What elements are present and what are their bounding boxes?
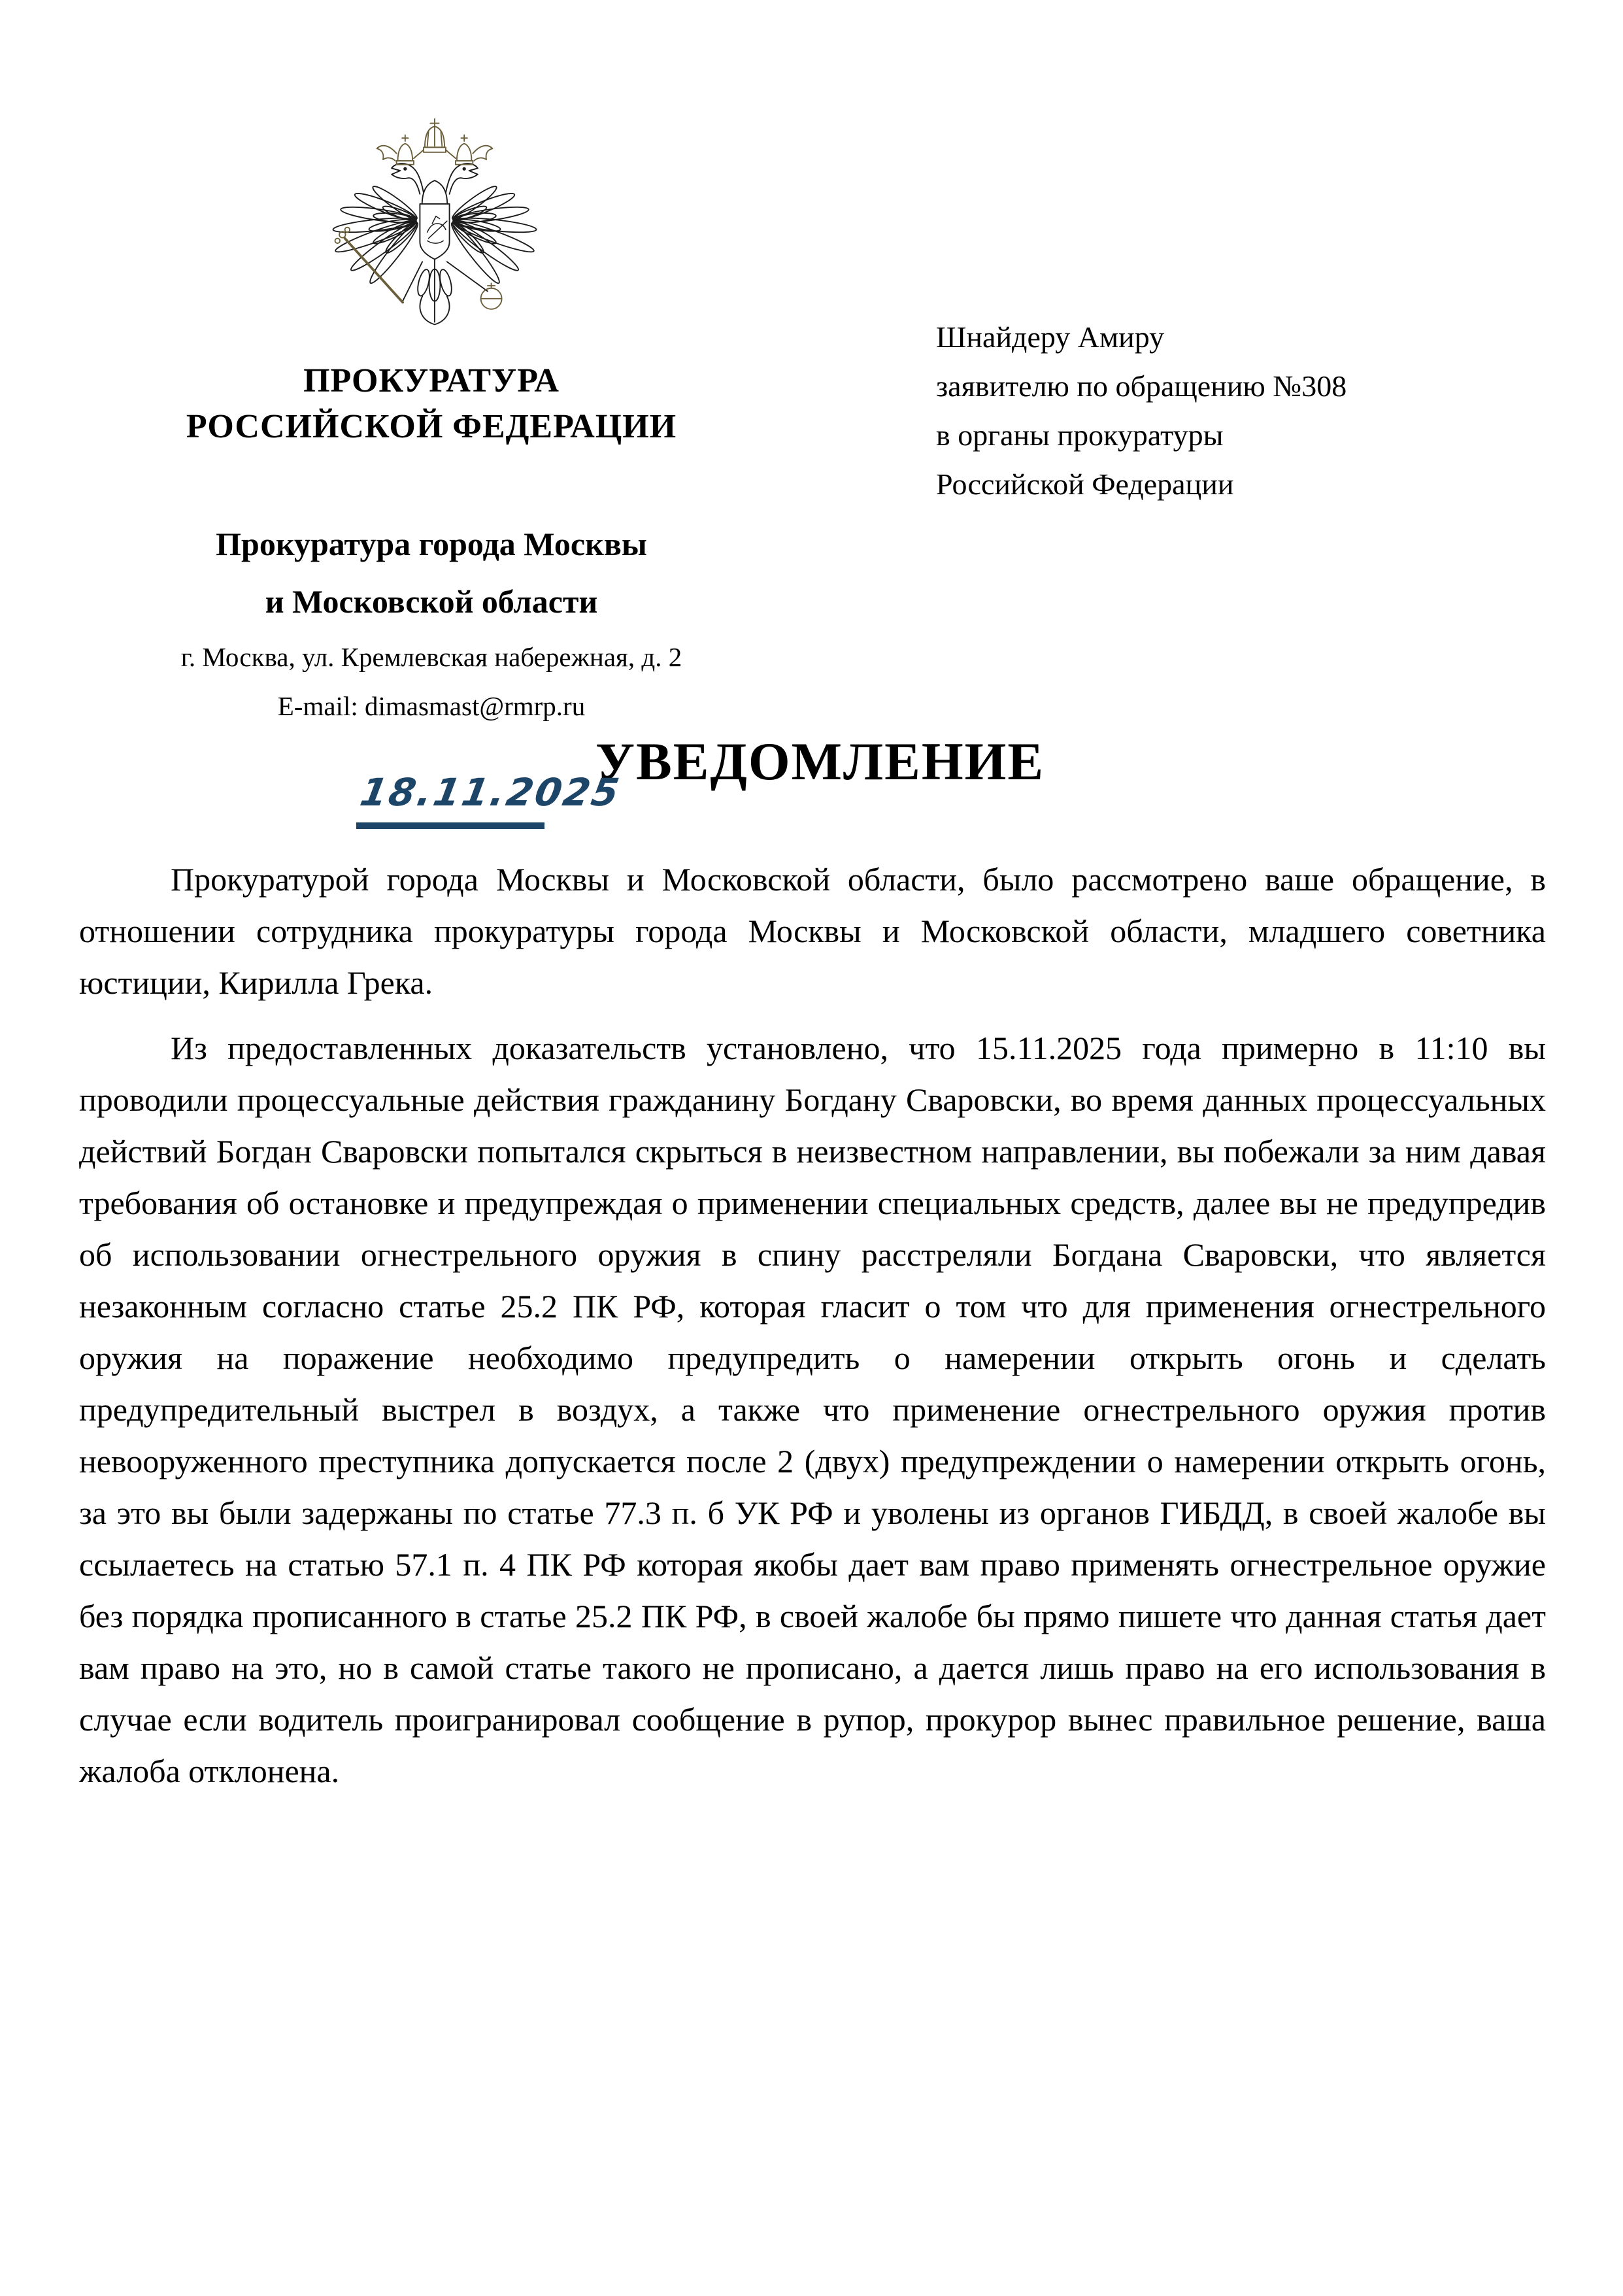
- recipient-block: [936, 312, 1564, 509]
- date-underline: [356, 822, 544, 829]
- russian-coat-of-arms-icon: [330, 97, 539, 350]
- department-name-line1: Прокуратура города Москвы: [216, 526, 647, 562]
- address-line: г. Москва, ул. Кремлевская набережная, д. 2: [180, 642, 682, 672]
- recipient-name: Шнайдеру Амиру: [936, 320, 1165, 354]
- org-name-line2: РОССИЙСКОЙ ФЕДЕРАЦИИ: [186, 408, 677, 445]
- org-name-line1: ПРОКУРАТУРА: [303, 362, 560, 399]
- recipient-line4: Российской Федерации: [936, 467, 1234, 501]
- contact-block: [78, 633, 784, 731]
- body-paragraph-2: Из предоставленных доказательств установлено, что 15.11.2025 года примерно в 11:10 вы проводили процессуальные действия гражданину Богдану Сваровски, во время данных процессуальных действий Богдан Сваровски попытался скрыться в неизвестном направлении, вы побежали за ним давая требования об остановке и предупреждая о применении специальных средств, далее вы не предупредив об использовании огнестрельного оружия в спину расстреляли Богдана Сваровски, что является незаконным согласно статье 25.2 ПК РФ, которая гласит о том что для применения огнестрельного оружия на поражение необходимо предупредить о намерении открыть огонь и сделать предупредительный выстрел в воздух, а также что применение огнестрельного оружия против невооруженного преступника допускается после 2 (двух) предупреждении о намерении открыть огонь, за это вы были задержаны по статье 77.3 п. б УК РФ и уволены из органов ГИБДД, в своей жалобе вы ссылаетесь на статью 57.1 п. 4 ПК РФ которая якобы дает вам право применять огнестрельное оружие без порядка прописанного в статье 25.2 ПК РФ, в своей жалобе бы прямо пишете что данная статья дает вам право на это, но в самой статье такого не прописано, а дается лишь право на его использования в случае если водитель проигранировал сообщение в рупор, прокурор вынес правильное решение, ваша жалоба отклонена.: [79, 1030, 1546, 1789]
- email-line: E-mail: dimasmast@rmrp.ru: [277, 691, 586, 721]
- body-paragraph-1: Прокуратурой города Москвы и Московской области, было рассмотрено ваше обращение, в отношении сотрудника прокуратуры города Москвы и Московской области, младшего советника юстиции, Кирилла Грека.: [79, 861, 1546, 1001]
- org-name-block: [78, 358, 784, 450]
- recipient-role: заявителю по обращению №308: [936, 369, 1347, 403]
- recipient-line3: в органы прокуратуры: [936, 418, 1224, 452]
- handwritten-date: 18.11.2025: [357, 770, 624, 815]
- department-name-line2: и Московской области: [265, 583, 598, 620]
- notice-title: УВЕДОМЛЕНИЕ: [595, 732, 1045, 791]
- letter-body: [79, 854, 1546, 1797]
- department-name-block: [78, 515, 784, 630]
